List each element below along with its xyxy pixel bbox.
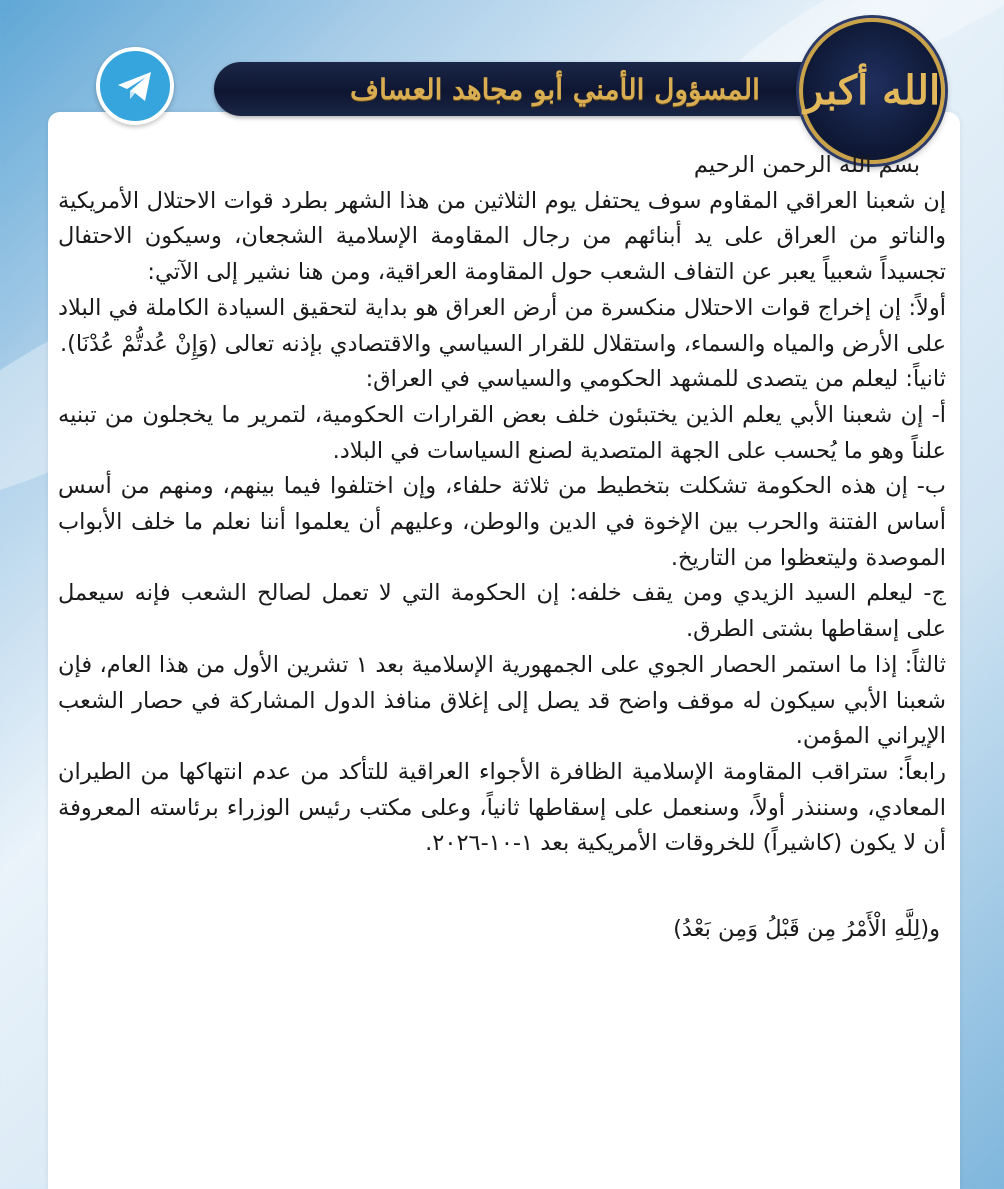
paragraph-first: أولاً: إن إخراج قوات الاحتلال منكسرة من أرض العراق هو بداية لتحقيق السيادة الكاملة في البلاد على الأرض والمياه والسماء، واستقلال للقرار السياسي والاقتصادي بإذنه تعالى (وَإِنْ عُدتُّمْ عُدْنَا). — [58, 294, 946, 357]
paragraph-second-heading: ثانياً: ليعلم من يتصدى للمشهد الحكومي والسياسي في العراق: — [365, 366, 946, 393]
telegram-button[interactable] — [96, 47, 174, 125]
telegram-icon — [113, 64, 157, 108]
paragraph-second-a: أ- إن شعبنا الأبي يعلم الذين يختبئون خلف بعض القرارات الحكومية، لتمرير ما يخجلون من تبنيه علناً وهو ما يُحسب على الجهة المتصدية لصنع السياسات في البلاد. — [58, 401, 946, 464]
closing-verse: و(لِلَّهِ الْأَمْرُ مِن قَبْلُ وَمِن بَعْدُ) — [673, 916, 940, 943]
emblem-calligraphy: الله أكبر — [803, 67, 941, 114]
basmala: بسم الله الرحمن الرحيم — [693, 152, 920, 178]
banner-title: المسؤول الأمني أبو مجاهد العساف — [350, 72, 760, 106]
paragraph-intro: إن شعبنا العراقي المقاوم سوف يحتفل يوم الثلاثين من هذا الشهر بطرد قوات الاحتلال الأمريكية والناتو من العراق على يد أبنائهم من رجال المقاومة الإسلامية الشجعان، وسيكون الاحتفال تجسيداً شعبياً يعبر عن التفاف الشعب حول المقاومة العراقية، ومن هنا نشير إلى الآتي: — [58, 187, 946, 286]
statement-body — [58, 148, 946, 948]
emblem-logo — [799, 18, 945, 164]
header-banner — [214, 62, 896, 116]
paragraph-third: ثالثاً: إذا ما استمر الحصار الجوي على الجمهورية الإسلامية بعد ١ تشرين الأول من هذا العام، فإن شعبنا الأبي سيكون له موقف واضح قد يصل إلى إغلاق منافذ الدول المشاركة في حصار الشعب الإيراني المؤمن. — [58, 651, 946, 750]
paragraph-second-c: ج- ليعلم السيد الزيدي ومن يقف خلفه: إن الحكومة التي لا تعمل لصالح الشعب فإنه سيعمل على إسقاطها بشتى الطرق. — [58, 580, 946, 643]
paragraph-fourth: رابعاً: ستراقب المقاومة الإسلامية الظافرة الأجواء العراقية للتأكد من عدم انتهاكها من الطيران المعادي، وسننذر أولاً، وسنعمل على إسقاطها ثانياً، وعلى مكتب رئيس الوزراء برئاسته المعروفة أن لا يكون (كاشيراً) للخروقات الأمريكية بعد ١-١٠-٢٠٢٦. — [58, 758, 946, 857]
paragraph-second-b: ب- إن هذه الحكومة تشكلت بتخطيط من ثلاثة حلفاء، وإن اختلفوا فيما بينهم، ومنهم من أسس أساس الفتنة والحرب بين الإخوة في الدين والوطن، وعليهم أن يعلموا أننا نعلم ما خلف الأبواب الموصدة وليتعظوا من التاريخ. — [58, 473, 946, 571]
